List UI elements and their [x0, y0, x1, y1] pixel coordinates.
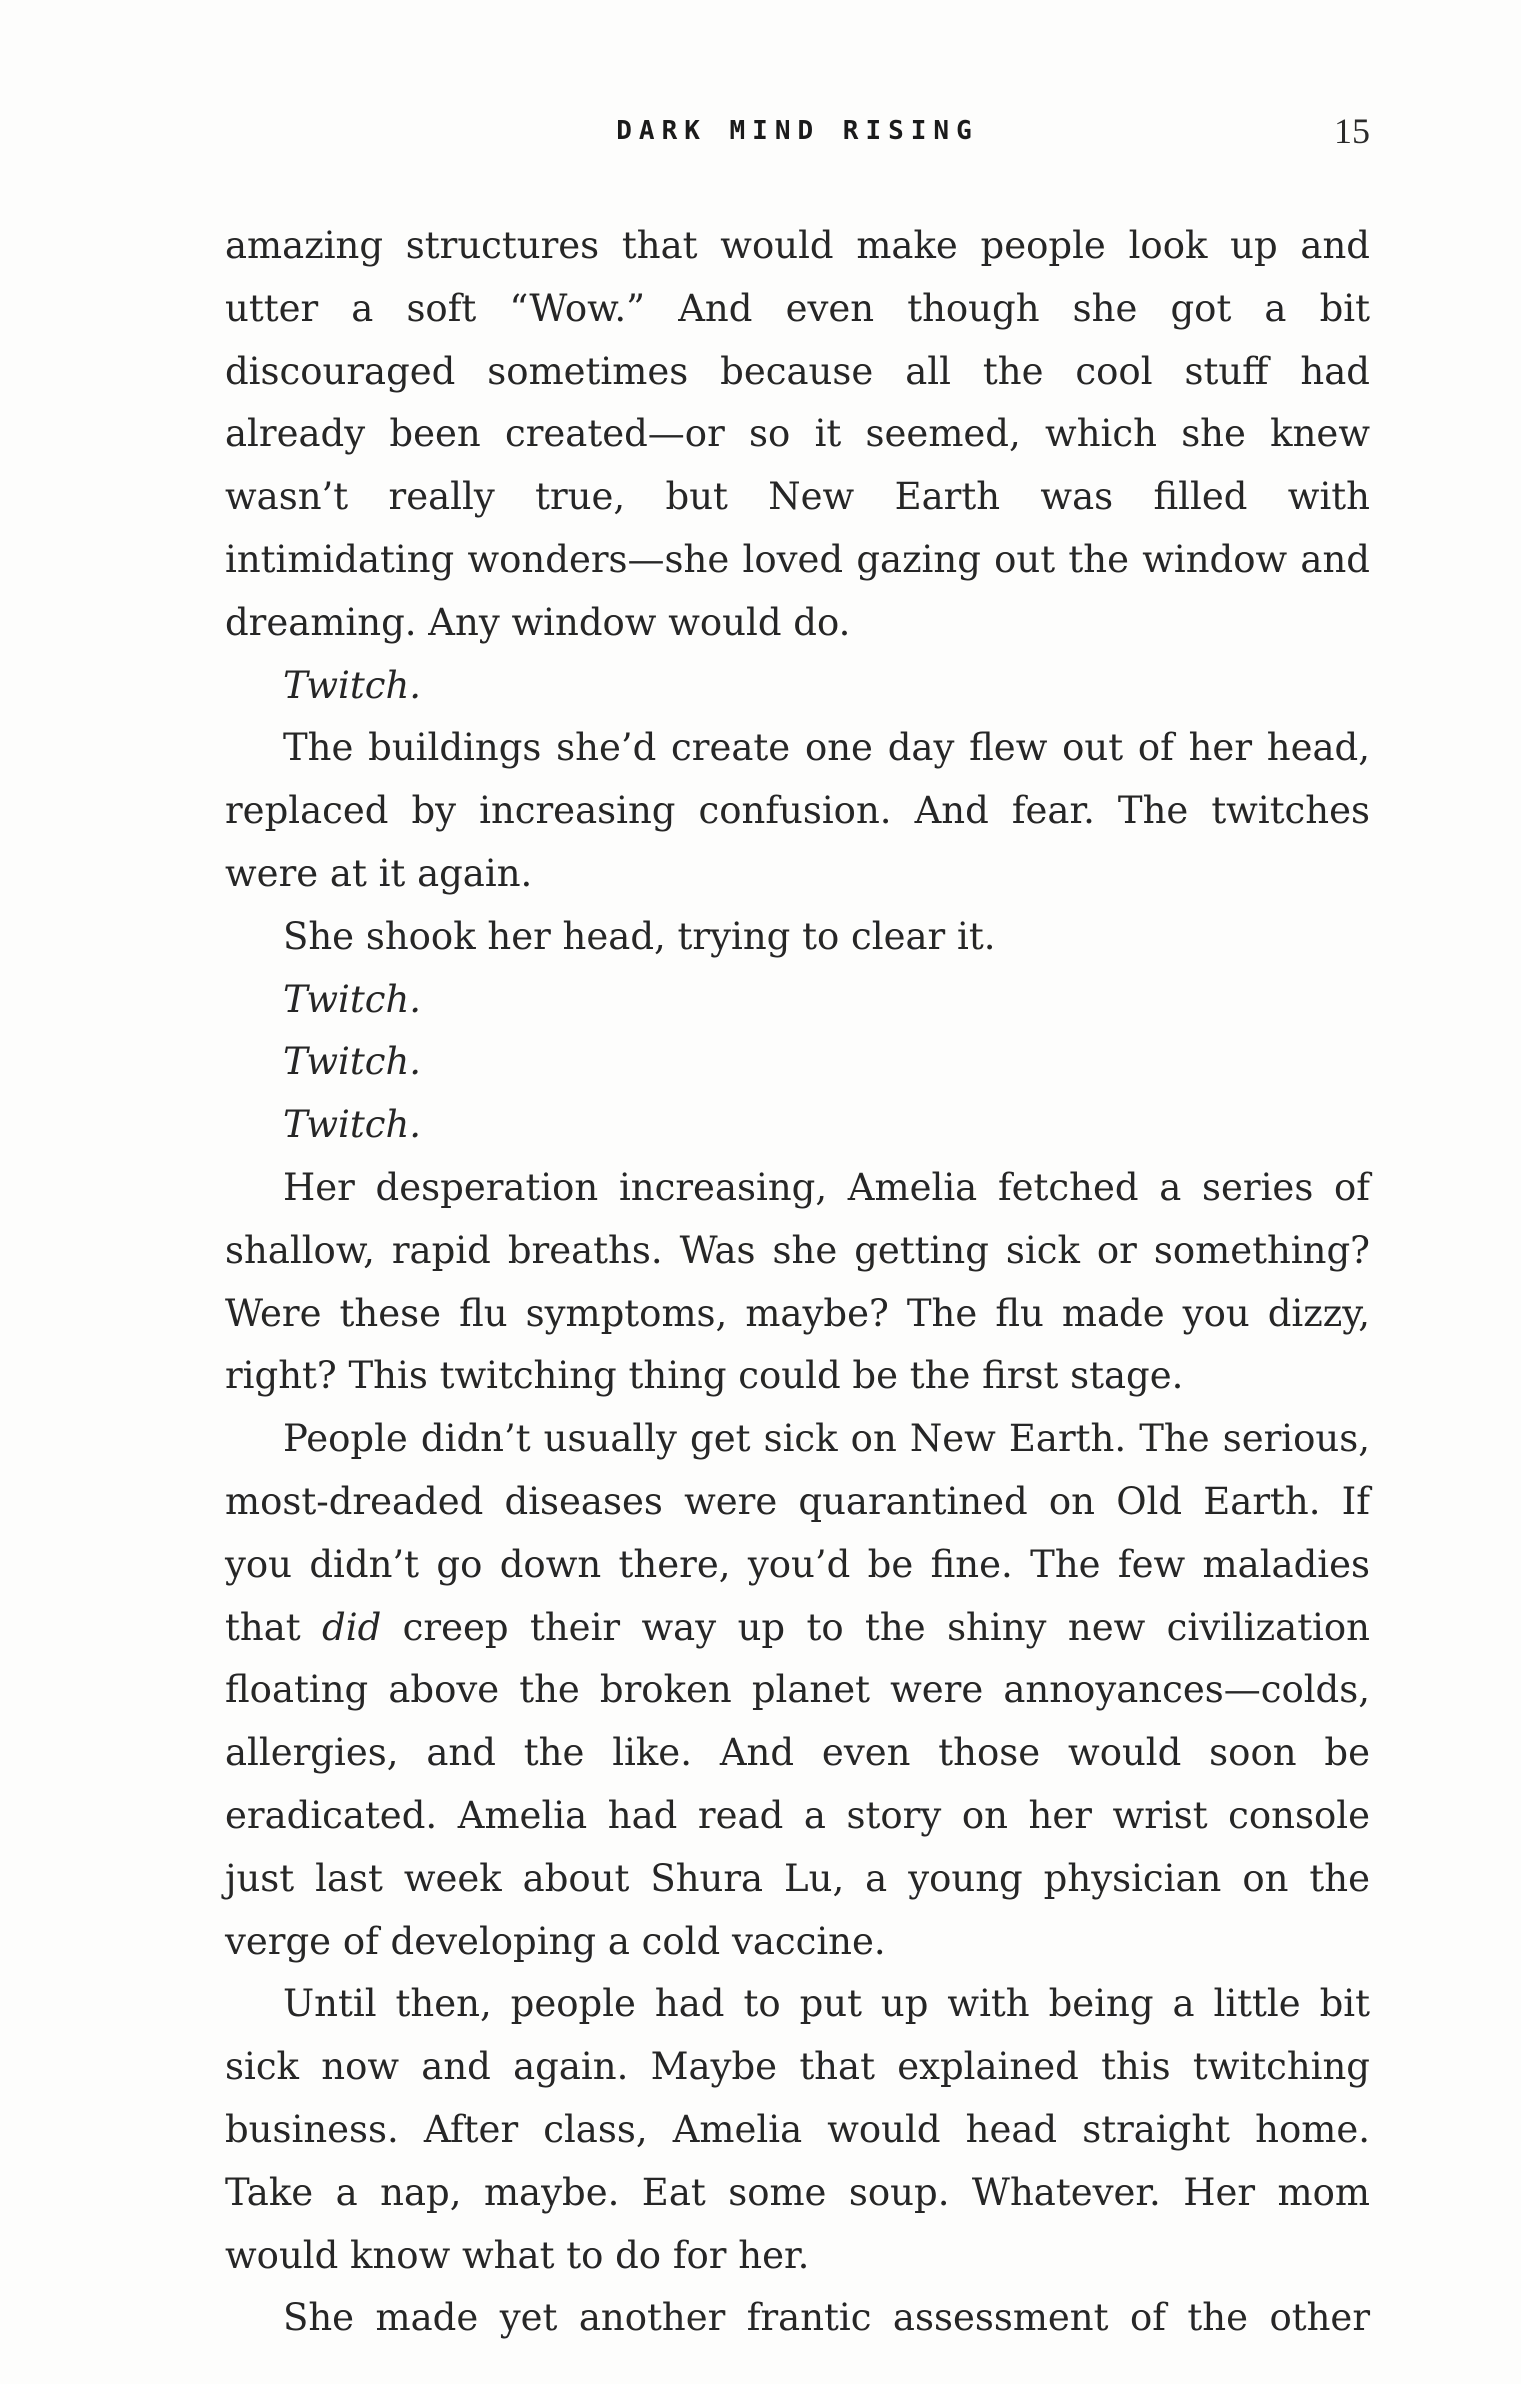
paragraph-twitch-2: Twitch.: [283, 977, 422, 1021]
emphasis-did: did: [322, 1605, 382, 1649]
running-head: [225, 108, 1370, 158]
paragraph-11: She made yet another frantic assessment of the other: [283, 2296, 1370, 2340]
paragraph-8: Her desperation increasing, Amelia fetched a series of shallow, rapid breaths. Was she getting sick or something? Were these flu symptoms, maybe? The flu made you dizzy, right? This twitching thing could be the first stage.: [225, 1165, 1370, 1398]
paragraph-twitch-4: Twitch.: [283, 1103, 422, 1147]
paragraph-9-part-1: People didn’t usually get sick on New Earth. The serious, most-dreaded diseases were quarantined on Old Earth. If you didn’t go down there, you’d be fine. The few maladies that: [225, 1417, 1370, 1649]
page-number: 15: [1334, 111, 1370, 151]
paragraph-9-part-2: creep their way up to the shiny new civilization floating above the broken planet were annoyances—colds, allergies, and the like. And even those would soon be eradicated. Amelia had read a story on her wrist console just last week about Shura Lu, a young physician on the verge of developing a cold vaccine.: [225, 1605, 1370, 1963]
paragraph-4: She shook her head, trying to clear it.: [283, 914, 996, 958]
paragraph-9: [225, 1408, 1370, 1973]
paragraph-10: Until then, people had to put up with being a little bit sick now and again. Maybe that explained this twitching business. After class, Amelia would head straight home. Take a nap, maybe. Eat some soup. Whatever. Her mom would know what to do for her.: [225, 1982, 1370, 2277]
paragraph-twitch-3: Twitch.: [283, 1040, 422, 1084]
paragraph-twitch-1: Twitch.: [283, 663, 422, 707]
running-title: DARK MIND RISING: [616, 116, 979, 146]
body-text: [225, 215, 1370, 2350]
paragraph-3: The buildings she’d create one day flew out of her head, replaced by increasing confusion. And fear. The twitches were at it again.: [225, 726, 1370, 895]
paragraph-1: amazing structures that would make people look up and utter a soft “Wow.” And even though she got a bit discouraged sometimes because all the cool stuff had already been created—or so it seemed, which she knew wasn’t really true, but New Earth was filled with intimidating wonders—she loved gazing out the window and dreaming. Any window would do.: [225, 224, 1370, 644]
